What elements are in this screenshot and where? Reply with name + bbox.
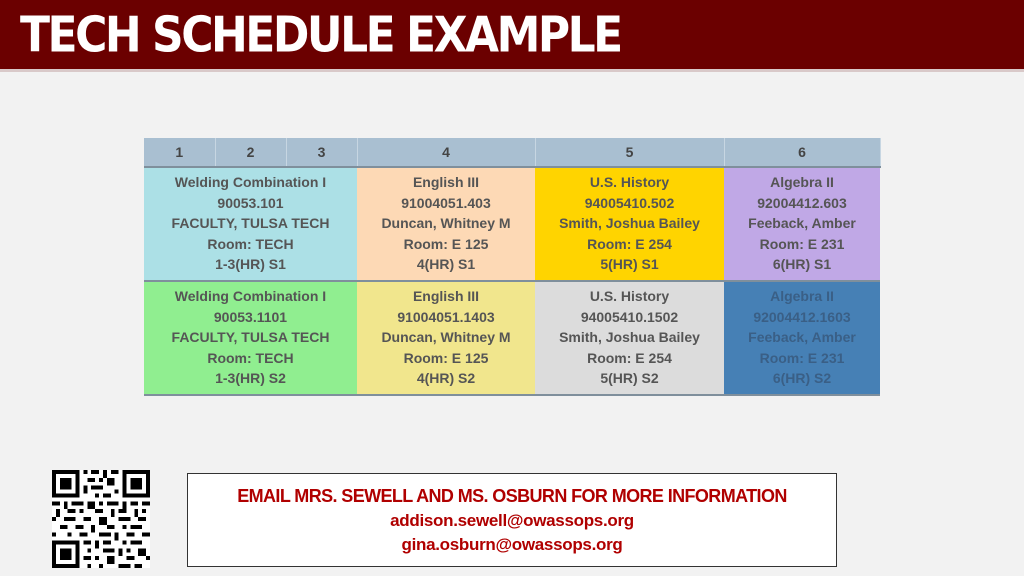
header-period-3: 3 xyxy=(286,138,357,167)
course-code: 94005410.1502 xyxy=(580,308,679,325)
header-period-6: 6 xyxy=(724,138,880,167)
room: Room: E 125 xyxy=(403,235,489,252)
teacher-name: Smith, Joshua Bailey xyxy=(559,329,700,346)
table-header-row xyxy=(144,138,880,167)
info-heading: EMAIL MRS. SEWELL AND MS. OSBURN FOR MORE INFORMATION xyxy=(237,486,787,506)
qr-code-icon xyxy=(52,470,150,568)
schedule-cell xyxy=(357,167,535,281)
course-code: 92004412.1603 xyxy=(753,308,851,325)
course-name: Welding Combination I xyxy=(174,174,327,190)
schedule-cell xyxy=(535,167,724,281)
period-semester: 5(HR) S2 xyxy=(600,370,659,387)
course-code: 91004051.1403 xyxy=(397,308,495,325)
email-link-sewell[interactable]: addison.sewell@owassops.org xyxy=(390,511,634,530)
header-period-5: 5 xyxy=(535,138,724,167)
period-semester: 6(HR) S2 xyxy=(772,370,832,387)
schedule-cell xyxy=(144,281,357,395)
schedule-cell xyxy=(724,281,880,395)
teacher-name: FACULTY, TULSA TECH xyxy=(171,215,330,232)
period-semester: 1-3(HR) S1 xyxy=(215,256,286,273)
room: Room: TECH xyxy=(207,235,294,252)
course-code: 90053.101 xyxy=(217,194,284,211)
schedule-cell xyxy=(357,281,535,395)
title-bar xyxy=(0,0,1024,72)
header-period-1: 1 xyxy=(144,138,215,167)
header-period-2: 2 xyxy=(215,138,286,167)
teacher-name: Duncan, Whitney M xyxy=(381,215,511,232)
course-code: 94005410.502 xyxy=(584,194,675,211)
info-box xyxy=(187,473,837,567)
course-code: 91004051.403 xyxy=(401,194,491,211)
room: Room: E 125 xyxy=(403,349,489,366)
course-name: English III xyxy=(412,174,480,190)
schedule-cell xyxy=(144,167,357,281)
header-period-4: 4 xyxy=(357,138,535,167)
room: Room: E 254 xyxy=(587,235,672,252)
teacher-name: Feeback, Amber xyxy=(748,329,856,346)
course-name: Welding Combination I xyxy=(174,288,327,304)
period-semester: 5(HR) S1 xyxy=(600,256,659,273)
teacher-name: Smith, Joshua Bailey xyxy=(559,215,700,232)
course-code: 92004412.603 xyxy=(757,194,847,211)
period-semester: 6(HR) S1 xyxy=(772,256,832,273)
teacher-name: FACULTY, TULSA TECH xyxy=(171,329,330,346)
period-semester: 1-3(HR) S2 xyxy=(215,370,286,387)
teacher-name: Feeback, Amber xyxy=(748,215,856,232)
room: Room: E 231 xyxy=(759,349,845,366)
email-link-osburn[interactable]: gina.osburn@owassops.org xyxy=(401,535,623,554)
table-row xyxy=(144,167,880,281)
course-code: 90053.1101 xyxy=(213,308,288,325)
course-name: Algebra II xyxy=(770,288,834,304)
schedule-table xyxy=(144,138,881,396)
room: Room: TECH xyxy=(207,349,294,366)
page-title: TECH SCHEDULE EXAMPLE xyxy=(20,6,621,64)
schedule-cell xyxy=(535,281,724,395)
schedule-cell xyxy=(724,167,880,281)
period-semester: 4(HR) S2 xyxy=(416,370,476,387)
table-row xyxy=(144,281,880,395)
course-name: Algebra II xyxy=(770,174,834,190)
room: Room: E 231 xyxy=(759,235,845,252)
course-name: U.S. History xyxy=(589,288,670,304)
room: Room: E 254 xyxy=(587,349,672,366)
course-name: U.S. History xyxy=(589,174,670,190)
course-name: English III xyxy=(412,288,480,304)
teacher-name: Duncan, Whitney M xyxy=(381,329,511,346)
period-semester: 4(HR) S1 xyxy=(416,256,476,273)
